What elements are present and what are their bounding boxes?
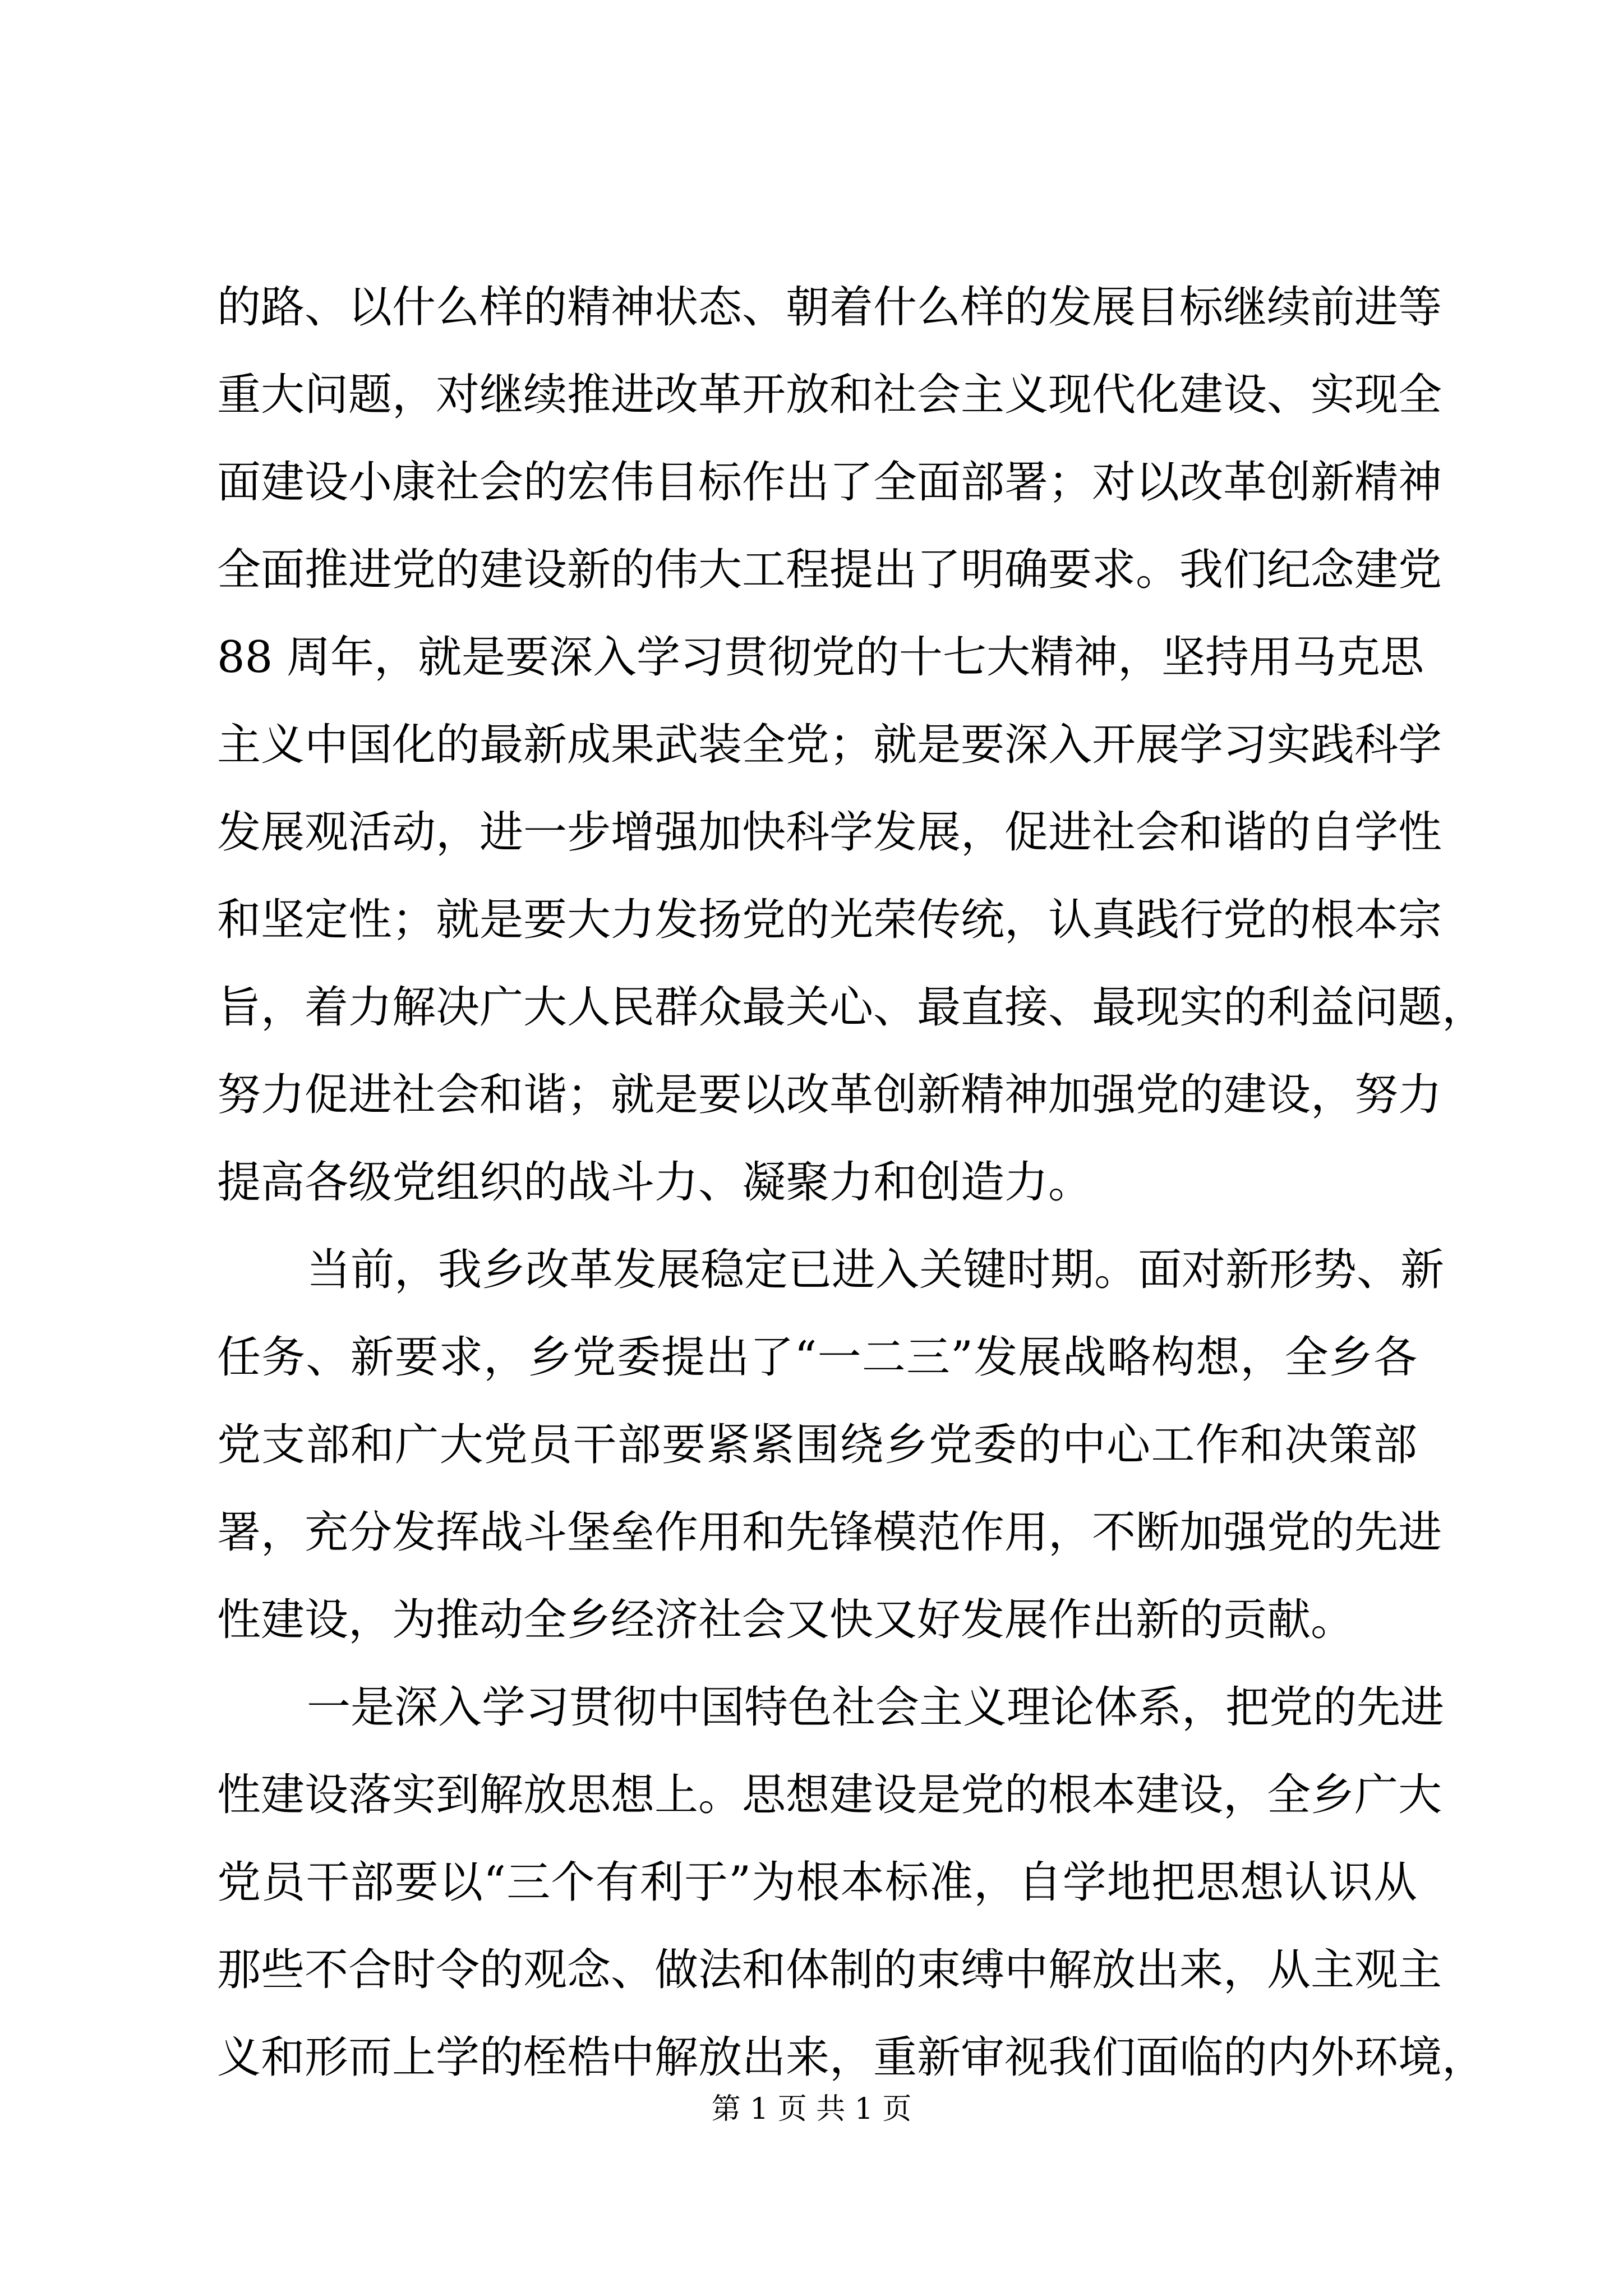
text-line-14: 党支部和广大党员干部要紧紧围绕乡党委的中心工作和决策部 <box>217 1420 1417 1470</box>
text-line-8: 和坚定性；就是要大力发扬党的光荣传统，认真践行党的根本宗 <box>217 895 1442 945</box>
text-line-5: 88 周年，就是要深入学习贯彻党的十七大精神，坚持用马克思 <box>217 632 1424 683</box>
text-line-15: 署，充分发挥战斗堡垒作用和先锋模范作用，不断加强党的先进 <box>217 1507 1442 1558</box>
text-line-11: 提高各级党组织的战斗力、凝聚力和创造力。 <box>217 1157 1092 1208</box>
text-line-21: 义和形而上学的桎梏中解放出来，重新审视我们面临的内外环境， <box>217 2032 1486 2083</box>
text-line-17: 一是深入学习贯彻中国特色社会主义理论体系，把党的先进 <box>307 1682 1445 1733</box>
body-text <box>217 264 1486 2101</box>
text-line-19: 党员干部要以“三个有利于”为根本标准，自学地把思想认识从 <box>217 1857 1417 1908</box>
text-line-12: 当前，我乡改革发展稳定已进入关键时期。面对新形势、新 <box>307 1245 1445 1295</box>
text-line-3: 面建设小康社会的宏伟目标作出了全面部署；对以改革创新精神 <box>217 457 1442 508</box>
text-line-1: 的路、以什么样的精神状态、朝着什么样的发展目标继续前进等 <box>217 282 1442 333</box>
text-line-2: 重大问题，对继续推进改革开放和社会主义现代化建设、实现全 <box>217 370 1442 420</box>
text-line-18: 性建设落实到解放思想上。思想建设是党的根本建设，全乡广大 <box>217 1770 1442 1820</box>
text-line-13: 任务、新要求，乡党委提出了“一二三”发展战略构想，全乡各 <box>217 1332 1417 1383</box>
text-line-6: 主义中国化的最新成果武装全党；就是要深入开展学习实践科学 <box>217 720 1442 770</box>
text-line-9: 旨，着力解决广大人民群众最关心、最直接、最现实的利益问题， <box>217 982 1486 1033</box>
text-line-20: 那些不合时令的观念、做法和体制的束缚中解放出来，从主观主 <box>217 1945 1442 1995</box>
text-line-4: 全面推进党的建设新的伟大工程提出了明确要求。我们纪念建党 <box>217 545 1442 595</box>
text-line-10: 努力促进社会和谐；就是要以改革创新精神加强党的建设，努力 <box>217 1070 1442 1120</box>
text-line-16: 性建设，为推动全乡经济社会又快又好发展作出新的贡献。 <box>217 1595 1355 1645</box>
page-footer: 第 1 页 共 1 页 <box>711 2092 912 2126</box>
text-line-7: 发展观活动，进一步增强加快科学发展，促进社会和谐的自学性 <box>217 807 1442 858</box>
